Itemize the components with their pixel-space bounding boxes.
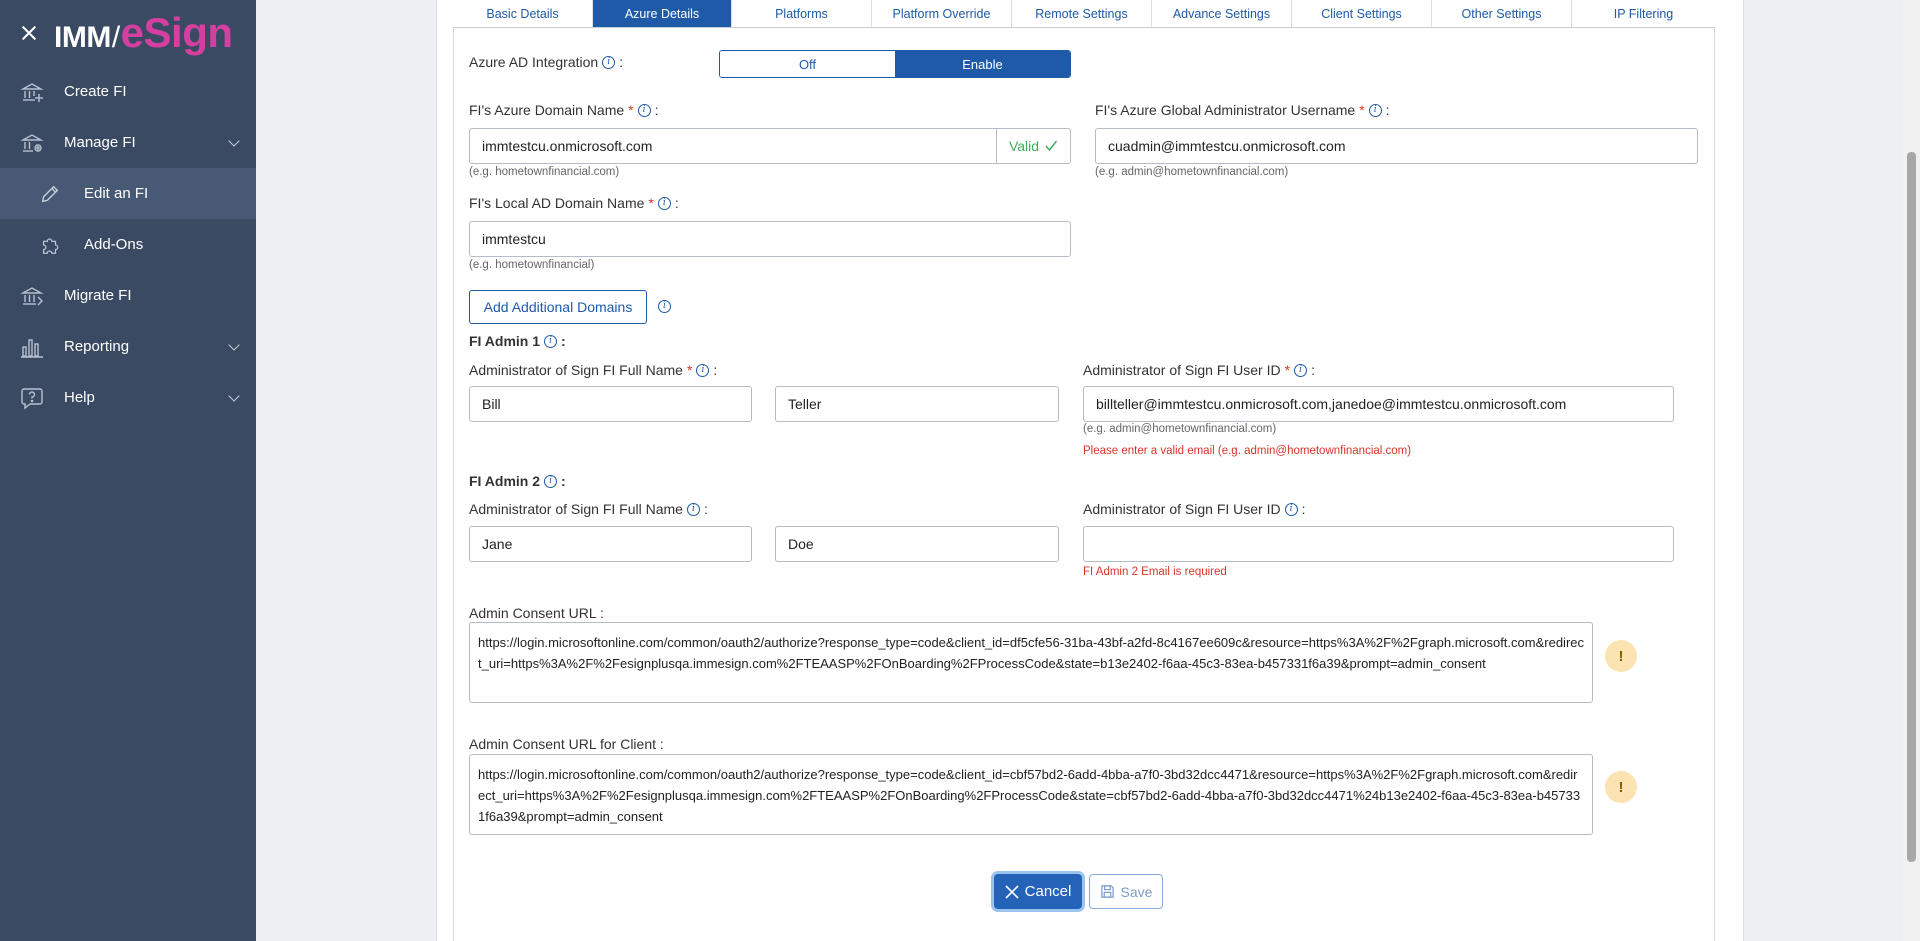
chevron-down-icon: [228, 135, 239, 146]
info-icon[interactable]: i: [638, 104, 651, 117]
tab-azure-details[interactable]: Azure Details: [593, 0, 732, 27]
warning-icon: !: [1605, 640, 1637, 672]
bank-arrow-icon: [20, 284, 44, 308]
sidebar-item-label: Migrate FI: [64, 287, 132, 304]
admin2-fullname-label-text: Administrator of Sign FI Full Name: [469, 501, 683, 517]
sidebar-item-migrate-fi[interactable]: [0, 270, 256, 321]
toggle-off-option[interactable]: Off: [720, 51, 895, 77]
info-icon[interactable]: i: [544, 475, 557, 488]
local-ad-hint: (e.g. hometownfinancial): [469, 259, 595, 271]
azure-domain-label-text: FI's Azure Domain Name: [469, 102, 625, 118]
colon: :: [713, 362, 718, 378]
colon: :: [674, 195, 679, 211]
logo: IMM / eSign: [54, 9, 233, 56]
azure-ad-integration-label: [469, 54, 623, 70]
consent-url-textarea[interactable]: https://login.microsoftonline.com/common/oauth2/authorize?response_type=code&client_id=df5cfe56-31ba-43bf-a2fd-8c4167ee609c&resource=https%3A%2F%2Fgraph.microsoft.com&redirect_uri=https%3A%2F%2Fesignplusqa.immesign.com%2FTEAASP%2FOnBoarding%2FProcessCode&state=b13e2402-f6aa-45c3-83ea-b457331f6a39&prompt=admin_consent: [469, 622, 1593, 703]
sidebar-item-help[interactable]: [0, 372, 256, 423]
sidebar-item-label: Add-Ons: [84, 236, 144, 253]
tab-platform-override[interactable]: Platform Override: [872, 0, 1012, 27]
sidebar-item-manage-fi[interactable]: [0, 117, 256, 168]
global-admin-input[interactable]: [1095, 128, 1698, 164]
required-asterisk: *: [686, 362, 693, 378]
tab-client-settings[interactable]: Client Settings: [1292, 0, 1432, 27]
azure-domain-value: immtestcu.onmicrosoft.com: [482, 138, 653, 154]
info-icon[interactable]: i: [602, 56, 615, 69]
help-bubble-icon: [20, 386, 44, 410]
admin1-fullname-label: [469, 362, 717, 378]
required-asterisk: *: [1359, 102, 1365, 118]
toggle-enable-option[interactable]: Enable: [895, 51, 1070, 77]
admin1-fullname-label-text: Administrator of Sign FI Full Name: [469, 362, 683, 378]
azure-ad-integration-text: Azure AD Integration: [469, 54, 599, 70]
consent-url-client-textarea[interactable]: https://login.microsoftonline.com/common/oauth2/authorize?response_type=code&client_id=cbf57bd2-6add-4bba-a7f0-3bd32dcc4471&resource=https%3A%2F%2Fgraph.microsoft.com&redirect_uri=https%3A%2F%2Fesignplusqa.immesign.com%2FTEAASP%2FOnBoarding%2FProcessCode&state=cbf57bd2-6add-4bba-a7f0-3bd32dcc4471%24b13e2402-f6aa-45c3-83ea-b457331f6a39&prompt=admin_consent: [469, 754, 1593, 835]
tab-other-settings[interactable]: Other Settings: [1432, 0, 1572, 27]
info-icon[interactable]: i: [696, 364, 709, 377]
cancel-button[interactable]: [994, 874, 1082, 909]
logo-esign: eSign: [120, 9, 233, 56]
sidebar: [0, 0, 256, 941]
global-admin-value: cuadmin@immtestcu.onmicrosoft.com: [1108, 138, 1346, 154]
colon: :: [1385, 102, 1390, 118]
admin1-userid-label: [1083, 362, 1315, 378]
page-scrollbar[interactable]: [1903, 0, 1920, 941]
admin2-first-name-value: Jane: [482, 536, 513, 552]
local-ad-label-text: FI's Local AD Domain Name: [469, 195, 645, 211]
consent-url-label: Admin Consent URL :: [469, 605, 604, 621]
colon: :: [561, 333, 566, 349]
close-icon: [1005, 885, 1019, 899]
sidebar-item-label: Help: [64, 389, 95, 406]
required-asterisk: *: [1284, 362, 1291, 378]
info-icon[interactable]: i: [1369, 104, 1382, 117]
bank-plus-icon: [20, 80, 44, 104]
colon: :: [703, 501, 708, 517]
admin2-heading: [469, 473, 566, 489]
floppy-disk-icon: [1100, 884, 1115, 899]
admin1-last-name-value: Teller: [788, 396, 822, 412]
colon: :: [1311, 362, 1315, 378]
colon: :: [561, 473, 566, 489]
azure-ad-integration-toggle[interactable]: [719, 50, 1071, 78]
admin2-last-name-value: Doe: [788, 536, 814, 552]
logo-imm: IMM: [54, 21, 111, 54]
consent-url-client-label: Admin Consent URL for Client :: [469, 736, 664, 752]
puzzle-icon: [38, 233, 62, 257]
admin1-first-name-input[interactable]: [469, 386, 752, 422]
close-icon[interactable]: [18, 22, 40, 44]
scrollbar-thumb[interactable]: [1907, 152, 1916, 862]
colon: :: [654, 102, 659, 118]
azure-domain-input[interactable]: [469, 128, 1071, 164]
admin2-first-name-input[interactable]: [469, 526, 752, 562]
admin2-userid-label-text: Administrator of Sign FI User ID: [1083, 501, 1281, 517]
admin2-heading-text: FI Admin 2: [469, 473, 541, 489]
admin1-userid-value: billteller@immtestcu.onmicrosoft.com,janedoe@immtestcu.onmicrosoft.com: [1096, 396, 1567, 412]
admin1-heading-text: FI Admin 1: [469, 333, 541, 349]
sidebar-item-edit-an-fi[interactable]: [0, 168, 256, 219]
admin1-userid-input[interactable]: [1083, 386, 1674, 422]
tab-remote-settings[interactable]: Remote Settings: [1012, 0, 1152, 27]
local-ad-input[interactable]: [469, 221, 1071, 257]
colon: :: [619, 54, 624, 70]
checkmark-icon: [1044, 139, 1058, 153]
cancel-button-label: Cancel: [1024, 883, 1072, 900]
tab-basic-details[interactable]: Basic Details: [453, 0, 593, 27]
warning-icon: !: [1605, 771, 1637, 803]
azure-domain-hint: (e.g. hometownfinancial.com): [469, 166, 620, 178]
tab-advance-settings[interactable]: Advance Settings: [1152, 0, 1292, 27]
bank-gear-icon: [20, 131, 44, 155]
admin2-userid-label: [1083, 501, 1306, 517]
sidebar-item-add-ons[interactable]: [0, 219, 256, 270]
local-ad-label: [469, 195, 679, 211]
admin1-first-name-value: Bill: [482, 396, 501, 412]
admin1-userid-error: Please enter a valid email (e.g. admin@hometownfinancial.com): [1083, 445, 1412, 457]
info-icon[interactable]: i: [658, 197, 671, 210]
local-ad-value: immtestcu: [482, 231, 546, 247]
save-button[interactable]: [1089, 874, 1163, 909]
tab-ip-filtering[interactable]: IP Filtering: [1613, 6, 1674, 21]
required-asterisk: *: [648, 195, 654, 211]
admin1-userid-hint: (e.g. admin@hometownfinancial.com): [1083, 423, 1277, 435]
admin2-userid-input[interactable]: [1083, 526, 1674, 562]
azure-domain-label: [469, 102, 659, 118]
info-icon[interactable]: i: [687, 503, 700, 516]
tab-platforms[interactable]: Platforms: [732, 0, 872, 27]
chevron-down-icon: [228, 339, 239, 350]
sidebar-item-label: Reporting: [64, 338, 130, 355]
sidebar-item-label: Edit an FI: [84, 185, 149, 202]
tab-bar: [453, 0, 1715, 28]
sidebar-header: [0, 0, 256, 66]
global-admin-label: [1095, 102, 1390, 118]
admin1-heading: [469, 333, 566, 349]
pencil-icon: [38, 182, 62, 206]
required-asterisk: *: [628, 102, 634, 118]
info-icon[interactable]: i: [544, 335, 557, 348]
chevron-down-icon: [228, 390, 239, 401]
sidebar-item-label: Manage FI: [64, 134, 136, 151]
colon: :: [1301, 501, 1306, 517]
bar-chart-icon: [20, 335, 44, 359]
global-admin-label-text: FI's Azure Global Administrator Username: [1095, 102, 1356, 118]
admin1-last-name-input[interactable]: [775, 386, 1059, 422]
save-button-label: Save: [1120, 883, 1153, 900]
valid-badge: [996, 129, 1070, 163]
sidebar-item-create-fi[interactable]: [0, 66, 256, 117]
valid-text: Valid: [1008, 138, 1040, 154]
admin2-fullname-label: [469, 501, 708, 517]
info-icon[interactable]: i: [1285, 503, 1298, 516]
info-icon[interactable]: i: [658, 300, 671, 313]
admin1-userid-label-text: Administrator of Sign FI User ID: [1083, 362, 1281, 378]
admin2-last-name-input[interactable]: [775, 526, 1059, 562]
admin2-userid-error: FI Admin 2 Email is required: [1083, 566, 1227, 578]
add-additional-domains-button[interactable]: Add Additional Domains: [469, 290, 647, 324]
info-icon[interactable]: i: [1294, 364, 1307, 377]
global-admin-hint: (e.g. admin@hometownfinancial.com): [1095, 166, 1289, 178]
sidebar-item-label: Create FI: [64, 83, 127, 100]
sidebar-item-reporting[interactable]: [0, 321, 256, 372]
